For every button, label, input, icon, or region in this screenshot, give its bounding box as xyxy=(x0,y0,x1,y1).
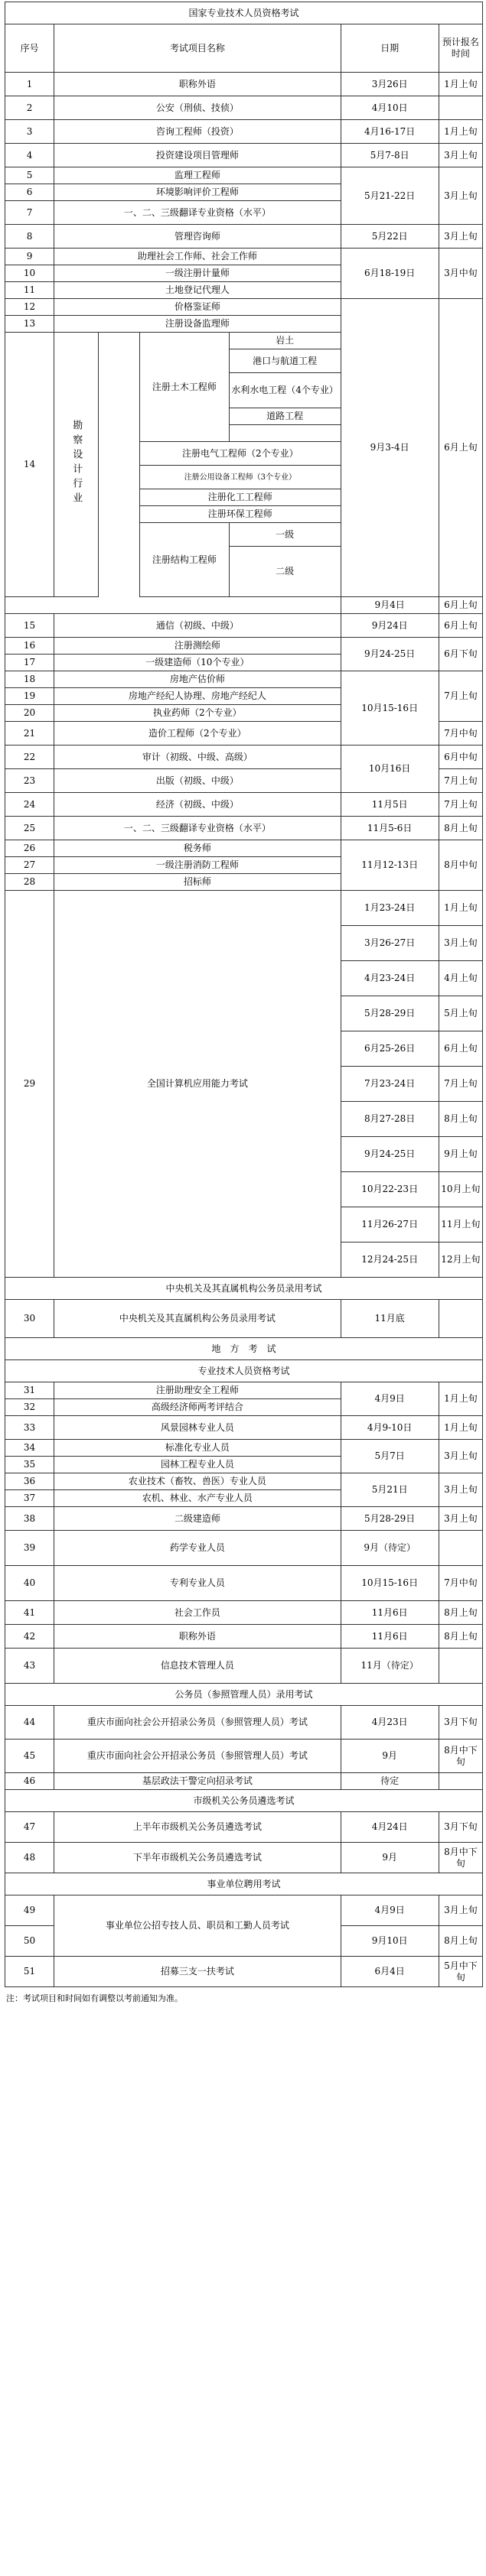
table-row: 48 下半年市级机关公务员遴选考试 9月 8月中下旬 xyxy=(5,1843,483,1873)
table-row: 17 一级建造师（10个专业） xyxy=(5,655,483,671)
table-row: 28 招标师 xyxy=(5,874,483,891)
table-row: 30 中央机关及其直属机构公务员录用考试 11月底 xyxy=(5,1300,483,1338)
exam-schedule-table: 国家专业技术人员资格考试 序号 考试项目名称 日期 预计报名时间 1 职称外语 3月26日 1月上旬 2 公安（刑侦、技侦） 4月10日 3 咨询工程师（投资） 4月16-17日 1月上旬 4 投资建设项目管理师 5月7-8日 3月上旬 5 监理工程师 5月21-22日 3月上旬 6 环境影响评价工程师 7 一、二、三级翻译专业资格（水平） 8 管理咨询师 5月22日 3月上旬 9 助理社会工作师、社会工作师 6月18-19日 3月中旬 10 一级注册计量师 11 土地登记代理人 12 价格鉴证师 9月3-4日 6月上旬 13 注册设备监理师 14 勘察设计行业 注册土木工程师 岩土 港口与航道工程 水利水电工程（4个专业） 道路工程 注册电气工程师（2个专业） 注册公用设备工程师（3个专业） 注册化工工程师 注册环保工程师 注册结构工程师 一级 二级 9月4日 6月上旬 15 通信（初级、中级） 9月24日 6月上旬 16 注册测绘师 9月24-25日 6月下旬 17 一级建造师（10个专业） 18 房地产估价师 10月15-16日 7月上旬 19 房地产经纪人协理、房地产经纪人 20 执业药师（2个专业） 21 造价工程师（2个专业） 7月中旬 22 审计（初级、中级、高级） 10月16日 6月中旬 23 出版（初级、中级） 7月上旬 24 经济（初级、中级） 11月5日 7月上旬 25 一、二、三级翻译专业资格（水平） 11月5-6日 8月上旬 26 税务师 11月12-13日 8月中旬 27 一级注册消防工程师 28 招标师 29 全国计算机应用能力考试 1月23-24日 1月上旬 3月26-27日 3月上旬 4月23-24日 4月上旬 5月28-29日 5月上旬 6月25-26日 6月上旬 7月23-24日 7月上旬 8月27-28日 8月上旬 9月24-25日 9月上旬 10月22-23日 10月上旬 11月26-27日 11月上旬 12月24-25日 12月上旬 中央机关及其直属机构公务员录用考试 30 中央机关及其直属机构公务员录用考试 11月底 地 方 考 试 专业技术人员资格考试 31 注册助理安全工程师 4月9日 1月上旬 32 高级经济师两考评结合 33 风景园林专业人员 4月9-10日 1月上旬 34 标准化专业人员 5月7日 3月上旬 35 园林工程专业人员 36 农业技术（畜牧、兽医）专业人员 5月21日 3月上旬 37 农机、林业、水产专业人员 38 二级建造师 5月28-29日 3月上旬 39 药学专业人员 9月（待定） 40 专利专业人员 10月15-16日 7月中旬 41 社会工作员 11月6日 8月上旬 42 职称外语 11月6日 8月上旬 43 信息技术管理人员 11月（待定） 公务员（参照管理人员）录用考试 44 重庆市面向社会公开招录公务员（参照管理人员）考试 4月23日 3月下旬 45 重庆市面向社会公开招录公务员（参照管理人员）考试 9月 8月中下旬 46 基层政法干警定向招录考试 待定 市级机关公务员遴选考试 47 上半年市级机关公务员遴选考试 4月24日 3月下旬 48 下半年市级机关公务员遴选考试 9月 8月中下旬 事业单位聘用考试 49 事业单位公招专技人员、职员和工勤人员考试 4月9日 3月上旬 50 9月10日 8月上旬 51 招募三支一扶考试 6月4日 5月中下旬 xyxy=(5,2,483,1987)
row14-structural: 注册结构工程师 xyxy=(140,523,230,597)
table-row: 25 一、二、三级翻译专业资格（水平） 11月5-6日 8月上旬 xyxy=(5,817,483,840)
table-row: 32 高级经济师两考评结合 xyxy=(5,1399,483,1416)
table-row: 31 注册助理安全工程师 4月9日 1月上旬 xyxy=(5,1382,483,1399)
table-row: 14 勘察设计行业 注册土木工程师 岩土 xyxy=(5,333,483,349)
table-row: 45 重庆市面向社会公开招录公务员（参照管理人员）考试 9月 8月中下旬 xyxy=(5,1740,483,1773)
table-row: 7 一、二、三级翻译专业资格（水平） xyxy=(5,201,483,225)
table-row: 36 农业技术（畜牧、兽医）专业人员 5月21日 3月上旬 xyxy=(5,1473,483,1490)
table-title: 国家专业技术人员资格考试 xyxy=(5,2,483,24)
section-special: 专业技术人员资格考试 xyxy=(5,1360,483,1382)
table-row: 27 一级注册消防工程师 xyxy=(5,857,483,874)
table-row: 42 职称外语 11月6日 8月上旬 xyxy=(5,1625,483,1649)
header-reg: 预计报名时间 xyxy=(439,24,482,73)
table-row: 37 农机、林业、水产专业人员 xyxy=(5,1490,483,1507)
table-row: 44 重庆市面向社会公开招录公务员（参照管理人员）考试 4月23日 3月下旬 xyxy=(5,1706,483,1740)
table-row: 21 造价工程师（2个专业） 7月中旬 xyxy=(5,722,483,746)
table-row: 8 管理咨询师 5月22日 3月上旬 xyxy=(5,225,483,249)
table-row: 9月4日 6月上旬 xyxy=(5,597,483,614)
table-row: 43 信息技术管理人员 11月（待定） xyxy=(5,1649,483,1684)
section-city: 市级机关公务员遴选考试 xyxy=(5,1790,483,1812)
table-row: 12 价格鉴证师 9月3-4日 6月上旬 xyxy=(5,299,483,316)
table-row: 2 公安（刑侦、技侦） 4月10日 xyxy=(5,96,483,120)
table-row: 24 经济（初级、中级） 11月5日 7月上旬 xyxy=(5,793,483,817)
table-row: 23 出版（初级、中级） 7月上旬 xyxy=(5,769,483,793)
section-local: 地 方 考 试 xyxy=(5,1338,483,1360)
table-row: 40 专利专业人员 10月15-16日 7月中旬 xyxy=(5,1566,483,1601)
table-row: 11 土地登记代理人 xyxy=(5,282,483,299)
table-row: 49 事业单位公招专技人员、职员和工勤人员考试 4月9日 3月上旬 xyxy=(5,1895,483,1926)
table-row: 18 房地产估价师 10月15-16日 7月上旬 xyxy=(5,671,483,688)
section-civil: 公务员（参照管理人员）录用考试 xyxy=(5,1684,483,1706)
row14-category: 勘察设计行业 xyxy=(54,333,99,597)
section-central: 中央机关及其直属机构公务员录用考试 xyxy=(5,1278,483,1300)
table-row: 33 风景园林专业人员 4月9-10日 1月上旬 xyxy=(5,1416,483,1440)
table-row: 10 一级注册计量师 xyxy=(5,265,483,282)
table-row: 26 税务师 11月12-13日 8月中旬 xyxy=(5,840,483,857)
table-row: 19 房地产经纪人协理、房地产经纪人 xyxy=(5,688,483,705)
table-row: 9 助理社会工作师、社会工作师 6月18-19日 3月中旬 xyxy=(5,249,483,265)
table-row: 4 投资建设项目管理师 5月7-8日 3月上旬 xyxy=(5,144,483,167)
table-row: 5 监理工程师 5月21-22日 3月上旬 xyxy=(5,167,483,184)
table-row: 29 全国计算机应用能力考试 1月23-24日 1月上旬 xyxy=(5,891,483,926)
table-row: 22 审计（初级、中级、高级） 10月16日 6月中旬 xyxy=(5,746,483,769)
header-name: 考试项目名称 xyxy=(54,24,341,73)
table-row: 3 咨询工程师（投资） 4月16-17日 1月上旬 xyxy=(5,120,483,144)
table-row: 47 上半年市级机关公务员遴选考试 4月24日 3月下旬 xyxy=(5,1812,483,1843)
row14-civil: 注册土木工程师 xyxy=(140,333,230,442)
table-row: 50 9月10日 8月上旬 xyxy=(5,1926,483,1957)
table-row: 34 标准化专业人员 5月7日 3月上旬 xyxy=(5,1440,483,1457)
table-row: 16 注册测绘师 9月24-25日 6月下旬 xyxy=(5,638,483,655)
table-row: 15 通信（初级、中级） 9月24日 6月上旬 xyxy=(5,614,483,638)
table-row: 20 执业药师（2个专业） xyxy=(5,705,483,722)
header-no: 序号 xyxy=(5,24,54,73)
table-row: 35 园林工程专业人员 xyxy=(5,1457,483,1473)
table-row: 41 社会工作员 11月6日 8月上旬 xyxy=(5,1601,483,1625)
table-row: 1 职称外语 3月26日 1月上旬 xyxy=(5,73,483,96)
table-row: 38 二级建造师 5月28-29日 3月上旬 xyxy=(5,1507,483,1531)
table-row: 51 招募三支一扶考试 6月4日 5月中下旬 xyxy=(5,1957,483,1987)
table-row: 6 环境影响评价工程师 xyxy=(5,184,483,201)
footer-note: 注：考试项目和时间如有调整以考前通知为准。 xyxy=(6,1993,183,2003)
table-row: 13 注册设备监理师 xyxy=(5,316,483,333)
section-public: 事业单位聘用考试 xyxy=(5,1873,483,1895)
table-row: 46 基层政法干警定向招录考试 待定 xyxy=(5,1773,483,1790)
header-date: 日期 xyxy=(341,24,439,73)
table-row: 39 药学专业人员 9月（待定） xyxy=(5,1531,483,1566)
